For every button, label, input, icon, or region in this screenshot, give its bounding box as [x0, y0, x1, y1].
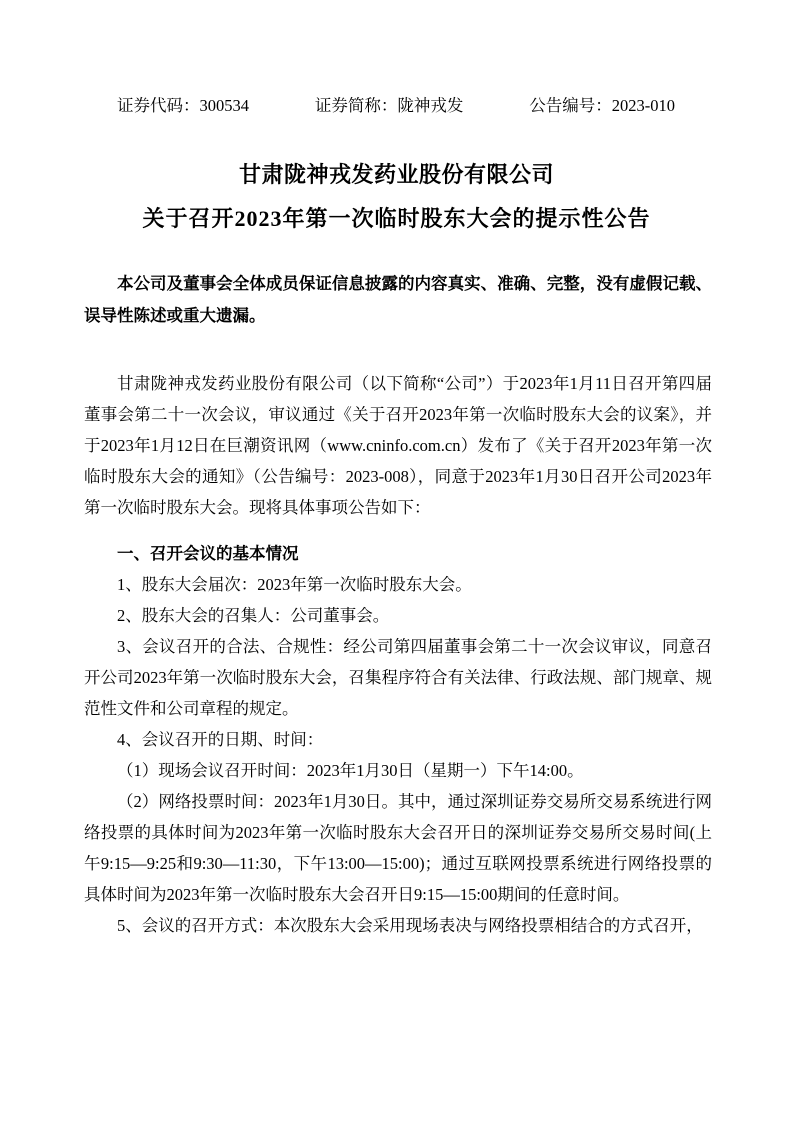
section1-heading: 一、召开会议的基本情况: [117, 544, 299, 563]
announcement-subject-title: 关于召开2023年第一次临时股东大会的提示性公告: [142, 206, 651, 231]
document-titles: [0, 160, 793, 234]
stock-abbr: 证券简称：陇神戎发: [314, 96, 464, 115]
stock-code: 证券代码：300534: [117, 96, 249, 115]
section1-item-4-sub-1: （1）现场会议召开时间：2023年1月30日（星期一）下午14:00。: [117, 761, 584, 780]
section1-item-5: 5、会议的召开方式：本次股东大会采用现场表决与网络投票相结合的方式召开，: [117, 916, 703, 935]
section1-item-2: 2、股东大会的召集人：公司董事会。: [117, 606, 390, 625]
document-body: [84, 368, 712, 941]
document-header: [0, 0, 793, 116]
announcement-number: 公告编号：2023-010: [529, 96, 675, 115]
disclaimer-paragraph: 本公司及董事会全体成员保证信息披露的内容真实、准确、完整，没有虚假记载、误导性陈述或重大遗漏。: [84, 274, 712, 325]
section1-item-4: 4、会议召开的日期、时间：: [117, 730, 324, 749]
section1-item-4-sub-2: （2）网络投票时间：2023年1月30日。其中，通过深圳证券交易所交易系统进行网络投票的具体时间为2023年第一次临时股东大会召开日的深圳证券交易所交易时间(上午9:15—9:25和9:30—11:30，下午13:00—15:00)；通过互联网投票系统进行网络投票的具体时间为2023年第一次临时股东大会召开日9:15—15:00期间的任意时间。: [84, 792, 712, 904]
section1-item-3: 3、会议召开的合法、合规性：经公司第四届董事会第二十一次会议审议，同意召开公司2023年第一次临时股东大会，召集程序符合有关法律、行政法规、部门规章、规范性文件和公司章程的规定。: [84, 637, 712, 718]
intro-paragraph: 甘肃陇神戎发药业股份有限公司（以下简称“公司”）于2023年1月11日召开第四届董事会第二十一次会议，审议通过《关于召开2023年第一次临时股东大会的议案》，并于2023年1月12日在巨潮资讯网（www.cninfo.com.cn）发布了《关于召开2023年第一次临时股东大会的通知》（公告编号：2023-008），同意于2023年1月30日召开公司2023年第一次临时股东大会。现将具体事项公告如下：: [84, 374, 712, 517]
company-name-title: 甘肃陇神戎发药业股份有限公司: [238, 162, 554, 187]
section1-item-1: 1、股东大会届次：2023年第一次临时股东大会。: [117, 575, 472, 594]
